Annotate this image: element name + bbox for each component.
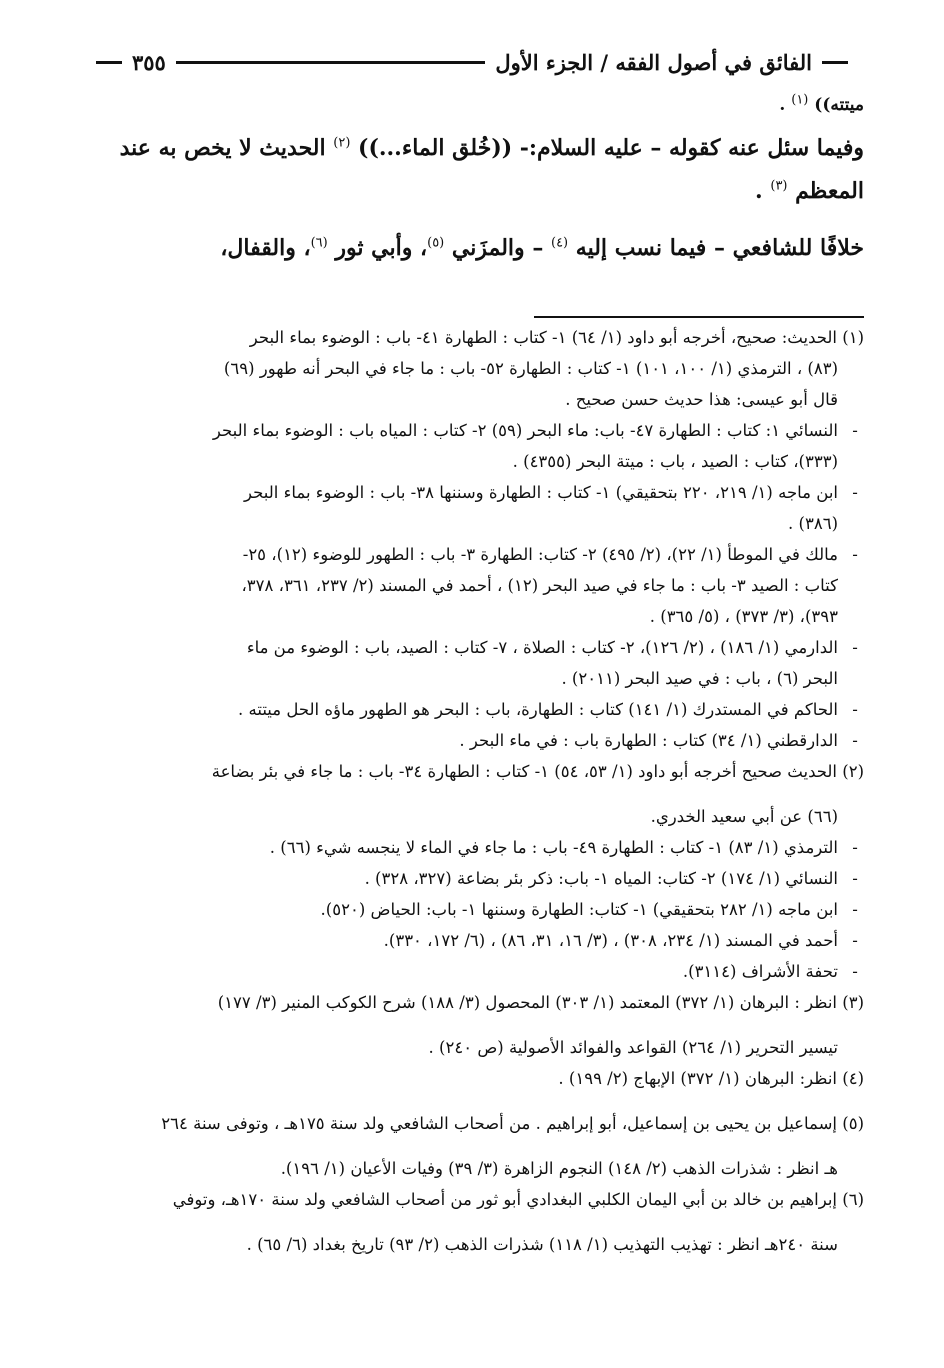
footnote-line: (٢) الحديث صحيح أخرجه أبو داود (١/ ٥٣، ٥٤) ١- كتاب : الطهارة ٣٤- باب : ما جاء في بئر بضاعة [211, 762, 864, 781]
bullet-dash: - [852, 545, 858, 564]
bullet-dash: - [852, 931, 858, 950]
footnote-line: الدارقطني (١/ ٣٤) كتاب : الطهارة باب : في ماء البحر . [459, 731, 838, 750]
footnote-bullet-item [80, 415, 864, 477]
text-run: وفيما سئل عنه كقوله – عليه السلام:- ((خُلق الماء...)) [350, 135, 864, 161]
header-dash [96, 61, 122, 64]
text-run: المعظم [787, 178, 864, 204]
footnote-line: النسائي ١: كتاب : الطهارة ٤٧- باب: ماء البحر (٥٩) ٢- كتاب : المياه باب : الوضوء بماء البحر [212, 421, 838, 440]
bullet-dash: - [852, 731, 858, 750]
footnote-line: أحمد في المسند (١/ ٢٣٤، ٣٠٨) ، (٣/ ١٦، ٣١، ٨٦) ، (٦/ ١٧٢، ٣٣٠). [383, 931, 838, 950]
footnote-line: ابن ماجه (١/ ٢١٩، ٢٢٠ بتحقيقي) ١- كتاب : الطهارة وسننها ٣٨- باب : الوضوء بماء البحر [244, 483, 838, 502]
footnote-mark[interactable]: (٢) [333, 135, 351, 151]
footnote-line: ابن ماجه (١/ ٢٨٢ بتحقيقي) ١- كتاب: الطهارة وسننها ١- باب: الحياض (٥٢٠). [320, 900, 838, 919]
main-line: ميتته)) $^{(١)}$ . [779, 92, 864, 115]
text-run: – والمزَني [444, 235, 551, 261]
page-number: ٣٥٥ [132, 49, 166, 75]
footnote-line: الترمذي (١/ ٨٣) ١- كتاب : الطهارة ٤٩- باب : ما جاء في الماء لا ينجسه شيء (٦٦) . [269, 838, 838, 857]
footnotes [80, 322, 864, 1260]
footnote-line: النسائي (١/ ١٧٤) ٢- كتاب: المياه ١- باب: ذكر بئر بضاعة (٣٢٧، ٣٢٨) . [364, 869, 838, 888]
footnote-line: (٣٨٦) . [788, 514, 838, 533]
footnote-bullet-item [80, 863, 864, 894]
footnote-line: تحفة الأشراف (٣١١٤). [682, 962, 838, 981]
header-title: الفائق في أصول الفقه / الجزء الأول [495, 49, 812, 75]
footnote-line: (٣) انظر : البرهان (١/ ٣٧٢) المعتمد (١/ ٣٠٣) المحصول (٣/ ١٨٨) شرح الكوكب المنير (٣/ ١٧٧) [217, 993, 864, 1012]
header-dash [822, 61, 848, 64]
bullet-dash: - [852, 962, 858, 981]
header-rule [176, 61, 485, 64]
text-run: ميتته)) [808, 95, 864, 115]
footnote-line: ٣٩٣)، (٣/ ٣٧٣) ، (٥/ ٣٦٥) . [649, 607, 838, 626]
footnote-line: الحاكم في المستدرك (١/ ١٤١) كتاب : الطهارة، باب : البحر هو الطهور ماؤه الحل ميتته . [238, 700, 838, 719]
text-run: خلافًا للشافعي – فيما نسب إليه [568, 235, 864, 261]
footnote-line: هـ انظر : شذرات الذهب (٢/ ١٤٨) النجوم الزاهرة (٣/ ٣٩) وفيات الأعيان (١/ ١٩٦). [280, 1159, 838, 1178]
footnote-bullet-item [80, 539, 864, 632]
footnote-line: (٥) إسماعيل بن يحيى بن إسماعيل، أبو إبراهيم . من أصحاب الشافعي ولد سنة ١٧٥هـ ، وتوفى سنة ٢٦٤ [161, 1114, 864, 1133]
footnote-bullet-item [80, 725, 864, 756]
bullet-dash: - [852, 700, 858, 719]
bullet-dash: - [852, 900, 858, 919]
footnote-bullet-item [80, 477, 864, 539]
footnote-line: كتاب : الصيد ٣- باب : ما جاء في صيد البحر (١٢) ، أحمد في المسند (٢/ ٢٣٧، ٣٦١، ٣٧٨، [241, 576, 838, 595]
text-run: ، وأبي ثور [327, 235, 428, 261]
bullet-dash: - [852, 421, 858, 440]
footnote-line: البحر (٦) ، باب : في صيد البحر (٢٠١١) . [561, 669, 838, 688]
footnote-line: قال أبو عيسى: هذا حديث حسن صحيح . [565, 390, 838, 409]
footnote-separator [534, 316, 864, 318]
footnote-mark[interactable]: (١) [791, 92, 809, 108]
footnote-line: (٤) انظر: البرهان (١/ ٣٧٢) الإبهاج (٢/ ١٩٩) . [558, 1069, 864, 1088]
bullet-dash: - [852, 838, 858, 857]
main-line: المعظم $^{(٣)}$ . [755, 178, 864, 204]
main-line [80, 220, 864, 276]
footnote-mark[interactable]: (٦) [310, 235, 328, 251]
footnote-line: (٦٦) عن أبي سعيد الخدري. [650, 807, 838, 826]
footnote-bullet-item [80, 925, 864, 956]
bullet-dash: - [852, 869, 858, 888]
text-run: ، والقفال، [220, 235, 311, 261]
footnote-bullet-item [80, 894, 864, 925]
footnote-bullet-item [80, 956, 864, 987]
running-header [96, 44, 848, 80]
footnote-line: (١) الحديث: صحيح، أخرجه أبو داود (١/ ٦٤) ١- كتاب : الطهارة ٤١- باب : الوضوء بماء البحر [249, 328, 864, 347]
footnote-line: تيسير التحرير (١/ ٢٦٤) القواعد والفوائد الأصولية (ص ٢٤٠) . [428, 1038, 838, 1057]
bullet-dash: - [852, 638, 858, 657]
footnote-line: سنة ٢٤٠هـ انظر : تهذيب التهذيب (١/ ١١٨) شذرات الذهب (٢/ ٩٣) تاريخ بغداد (٦/ ٦٥) . [246, 1235, 838, 1254]
footnote-bullet-item [80, 694, 864, 725]
footnote-line: (٨٣) ، الترمذي (١/ ١٠٠، ١٠١) ١- كتاب : الطهارة ٥٢- باب : ما جاء في البحر أنه طهور (٦٩) [223, 359, 838, 378]
footnote-mark[interactable]: (٤) [550, 235, 569, 251]
main-line [80, 120, 864, 176]
bullet-dash: - [852, 483, 858, 502]
footnote-line: (٦) إبراهيم بن خالد بن أبي اليمان الكلبي البغدادي أبو ثور من أصحاب الشافعي ولد سنة ١٧٠هـ، وتوفي [172, 1190, 864, 1209]
footnote-line: (٣٣٣)، كتاب : الصيد ، باب : ميتة البحر (٤٣٥٥) . [512, 452, 838, 471]
footnote-bullet-item [80, 832, 864, 863]
footnote-mark[interactable]: (٣) [770, 178, 788, 194]
footnote-mark[interactable]: (٥) [427, 235, 445, 251]
main-text [80, 90, 864, 276]
footnote-line: الدارمي (١/ ١٨٦) ، (٢/ ١٢٦)، ٢- كتاب : الصلاة ، ٧- كتاب : الصيد، باب : الوضوء من ماء [246, 638, 838, 657]
footnote-bullet-item [80, 632, 864, 694]
footnote-line: مالك في الموطأ (١/ ٢٢)، (٢/ ٤٩٥) ٢- كتاب: الطهارة ٣- باب : الطهور للوضوء (١٢)، ٢٥- [242, 545, 838, 564]
text-run: الحديث لا يخص به عند [119, 135, 334, 161]
